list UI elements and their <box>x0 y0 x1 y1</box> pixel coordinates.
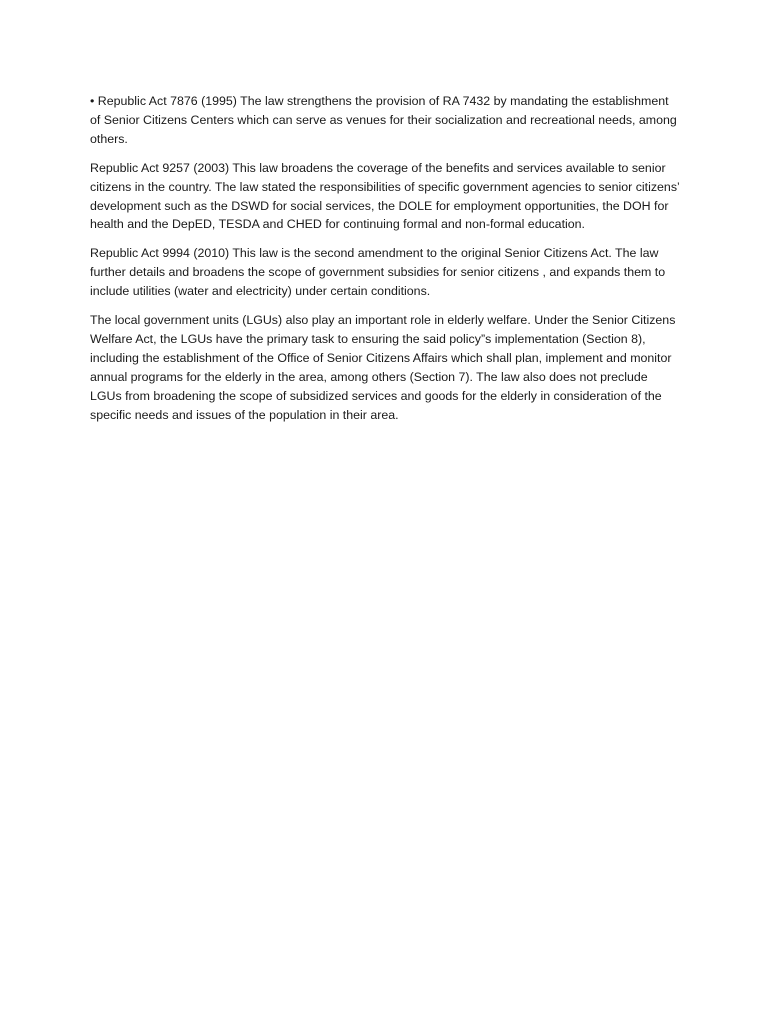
paragraph-ra-9994: Republic Act 9994 (2010) This law is the second amendment to the original Senior Citizens Act. The law further details and broadens the scope of government subsidies for senior citizens , and expands them to include utilities (water and electricity) under certain conditions. <box>90 246 666 299</box>
bullet-icon: • <box>90 94 95 108</box>
paragraph-lgus: The local government units (LGUs) also play an important role in elderly welfare. Under the Senior Citizens Welfare Act, the LGUs have the primary task to ensuring the said policy”s implementation (Section 8), including the establishment of the Office of Senior Citizens Affairs which shall plan, implement and monitor annual programs for the elderly in the area, among others (Section 7). The law also does not preclude LGUs from broadening the scope of subsidized services and goods for the elderly in consideration of the specific needs and issues of the population in their area. <box>90 313 676 422</box>
document-body <box>90 92 682 435</box>
paragraph-ra-9257: Republic Act 9257 (2003) This law broadens the coverage of the benefits and services available to senior citizens in the country. The law stated the responsibilities of specific government agencies to senior citizens’ development such as the DSWD for social services, the DOLE for employment opportunities, the DOH for health and the DepED, TESDA and CHED for continuing formal and non-formal education. <box>90 160 680 232</box>
paragraph-text: Republic Act 7876 (1995) The law strengthens the provision of RA 7432 by mandating the establishment of Senior Citizens Centers which can serve as venues for their socialization and recreational needs, among others. <box>90 94 677 146</box>
paragraph-ra-7876 <box>90 92 682 149</box>
